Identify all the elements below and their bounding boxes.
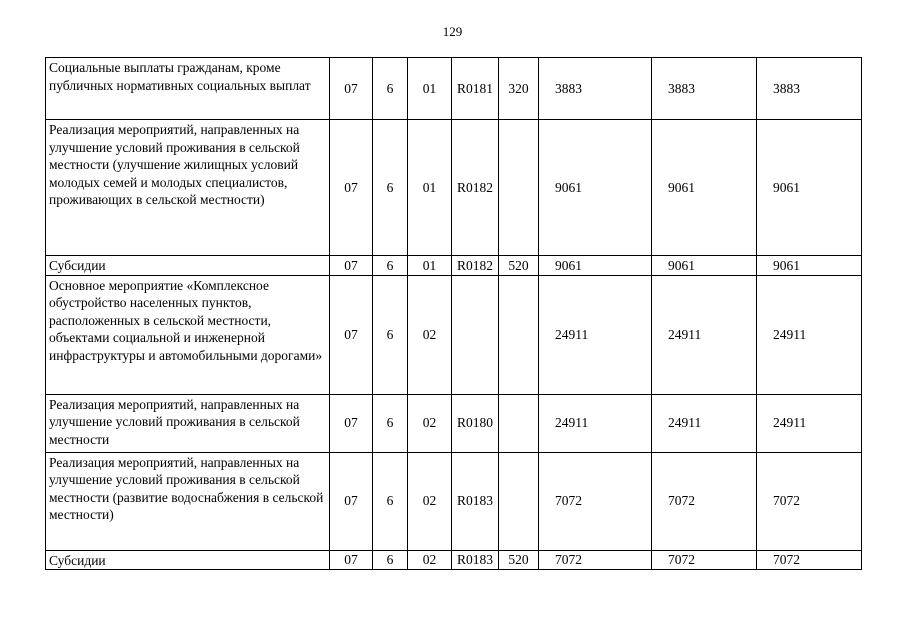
cell-expense-type: 520	[499, 256, 539, 276]
cell-amount-3: 9061	[757, 120, 862, 256]
cell-expense-type	[499, 120, 539, 256]
table-row	[46, 120, 862, 256]
cell-amount-3: 24911	[757, 394, 862, 452]
cell-subprogram: 01	[408, 256, 452, 276]
cell-amount-1: 24911	[539, 275, 652, 394]
table-row	[46, 275, 862, 394]
cell-amount-2: 7072	[652, 550, 757, 570]
cell-amount-2: 24911	[652, 275, 757, 394]
row-name: Реализация мероприятий, направленных на улучшение условий проживания в сельской местности (улучшение жилищных условий молодых семей и молодых специалистов, проживающих в сельской местности)	[46, 120, 330, 256]
row-name: Реализация мероприятий, направленных на улучшение условий проживания в сельской местности (развитие водоснабжения в сельской местности)	[46, 452, 330, 550]
cell-expense-type: 320	[499, 58, 539, 120]
cell-subprogram: 02	[408, 394, 452, 452]
cell-target-article: R0182	[452, 120, 499, 256]
table-row	[46, 550, 862, 570]
cell-amount-3: 9061	[757, 256, 862, 276]
cell-program: 6	[373, 256, 408, 276]
cell-target-article: R0181	[452, 58, 499, 120]
cell-amount-1: 24911	[539, 394, 652, 452]
cell-target-article: R0182	[452, 256, 499, 276]
cell-amount-2: 9061	[652, 256, 757, 276]
cell-section: 07	[330, 550, 373, 570]
cell-amount-2: 24911	[652, 394, 757, 452]
cell-section: 07	[330, 394, 373, 452]
cell-subprogram: 02	[408, 550, 452, 570]
cell-amount-3: 7072	[757, 452, 862, 550]
cell-program: 6	[373, 394, 408, 452]
cell-amount-2: 9061	[652, 120, 757, 256]
cell-amount-1: 3883	[539, 58, 652, 120]
cell-section: 07	[330, 58, 373, 120]
cell-target-article	[452, 275, 499, 394]
table-row	[46, 58, 862, 120]
cell-subprogram: 01	[408, 58, 452, 120]
table-row	[46, 452, 862, 550]
cell-subprogram: 02	[408, 452, 452, 550]
cell-amount-2: 7072	[652, 452, 757, 550]
page-number: 129	[442, 24, 463, 39]
cell-amount-1: 7072	[539, 452, 652, 550]
cell-target-article: R0183	[452, 452, 499, 550]
cell-program: 6	[373, 550, 408, 570]
cell-amount-3: 24911	[757, 275, 862, 394]
cell-expense-type	[499, 275, 539, 394]
cell-amount-3: 7072	[757, 550, 862, 570]
cell-amount-3: 3883	[757, 58, 862, 120]
cell-expense-type	[499, 394, 539, 452]
cell-program: 6	[373, 58, 408, 120]
row-name: Субсидии	[46, 550, 330, 570]
table-row	[46, 256, 862, 276]
cell-expense-type	[499, 452, 539, 550]
cell-section: 07	[330, 120, 373, 256]
cell-program: 6	[373, 452, 408, 550]
row-name: Реализация мероприятий, направленных на улучшение условий проживания в сельской местности	[46, 394, 330, 452]
row-name: Субсидии	[46, 256, 330, 276]
budget-table	[45, 57, 862, 570]
cell-subprogram: 02	[408, 275, 452, 394]
cell-expense-type: 520	[499, 550, 539, 570]
cell-target-article: R0183	[452, 550, 499, 570]
cell-amount-1: 9061	[539, 120, 652, 256]
row-name: Социальные выплаты гражданам, кроме публичных нормативных социальных выплат	[46, 58, 330, 120]
cell-section: 07	[330, 275, 373, 394]
cell-amount-2: 3883	[652, 58, 757, 120]
cell-section: 07	[330, 452, 373, 550]
cell-target-article: R0180	[452, 394, 499, 452]
cell-section: 07	[330, 256, 373, 276]
row-name: Основное мероприятие «Комплексное обустройство населенных пунктов, расположенных в сельской местности, объектами социальной и инженерной инфраструктуры и автомобильными дорогами»	[46, 275, 330, 394]
cell-amount-1: 7072	[539, 550, 652, 570]
cell-subprogram: 01	[408, 120, 452, 256]
cell-program: 6	[373, 120, 408, 256]
cell-amount-1: 9061	[539, 256, 652, 276]
cell-program: 6	[373, 275, 408, 394]
table-row	[46, 394, 862, 452]
